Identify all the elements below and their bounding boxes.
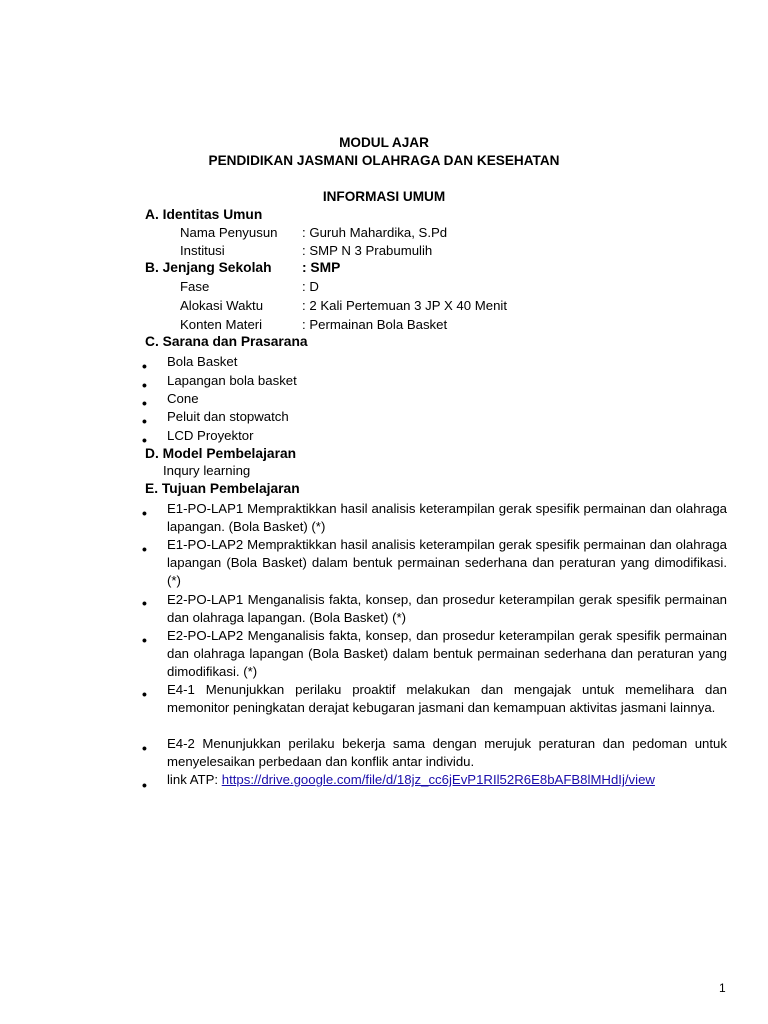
bullet-icon: • [142,777,147,793]
bullet-icon: • [142,395,147,411]
list-item: E1-PO-LAP2 Mempraktikkan hasil analisis keterampilan gerak spesifik permainan dan olahraga lapangan (Bola Basket) dalam bentuk permainan sederhana dan peraturan yang dimodifikasi. (*) [167,537,727,588]
heading-jenjang: B. Jenjang Sekolah [145,260,272,275]
list-item: LCD Proyektor [167,428,254,443]
list-item: Lapangan bola basket [167,373,297,388]
list-item: E4-2 Menunjukkan perilaku bekerja sama dengan merujuk peraturan dan pedoman untuk menyelesaikan perbedaan dan konflik antar individu. [167,736,727,769]
row-value: : 2 Kali Pertemuan 3 JP X 40 Menit [302,298,508,313]
link-label: link ATP: [167,772,222,787]
bullet-icon: • [142,377,147,393]
section-title: INFORMASI UMUM [322,189,446,204]
list-item-link [167,772,727,787]
row-value: : SMP N 3 Prabumulih [302,243,433,258]
list-item: Peluit dan stopwatch [167,409,289,424]
bullet-icon: • [142,413,147,429]
page-number: 1 [719,981,726,995]
row-key: Alokasi Waktu [180,298,264,313]
jenjang-value: : SMP [302,260,341,275]
row-key: Nama Penyusun [180,225,278,240]
bullet-icon: • [142,541,147,557]
list-item: Cone [167,391,199,406]
list-item: E1-PO-LAP1 Mempraktikkan hasil analisis keterampilan gerak spesifik permainan dan olahraga lapangan. (Bola Basket) (*) [167,501,727,534]
bullet-icon: • [142,686,147,702]
bullet-icon: • [142,632,147,648]
heading-tujuan: E. Tujuan Pembelajaran [145,481,300,496]
heading-identitas: A. Identitas Umun [145,207,263,222]
list-item: E2-PO-LAP2 Menganalisis fakta, konsep, dan prosedur keterampilan gerak spesifik permainan dan olahraga lapangan (Bola Basket) dalam bentuk permainan sederhana dan peraturan yang dimodifikasi. (*) [167,628,727,679]
bullet-icon: • [142,505,147,521]
heading-sarana: C. Sarana dan Prasarana [145,334,308,349]
bullet-icon: • [142,595,147,611]
list-item: E2-PO-LAP1 Menganalisis fakta, konsep, dan prosedur keterampilan gerak spesifik permainan dan olahraga lapangan. (Bola Basket) (*) [167,592,727,625]
bullet-icon: • [142,432,147,448]
bullet-icon: • [142,740,147,756]
row-key: Konten Materi [180,317,263,332]
doc-subtitle: PENDIDIKAN JASMANI OLAHRAGA DAN KESEHATAN [208,153,560,168]
bullet-icon: • [142,358,147,374]
list-item: Bola Basket [167,354,238,369]
heading-model: D. Model Pembelajaran [145,446,297,461]
row-value: : Permainan Bola Basket [302,317,448,332]
row-value: : Guruh Mahardika, S.Pd [302,225,448,240]
model-value: Inqury learning [163,463,251,478]
atp-link[interactable]: https://drive.google.com/file/d/18jz_cc6jEvP1RIl52R6E8bAFB8lMHdIj/view [221,772,655,787]
row-value: : D [302,279,319,294]
row-key: Institusi [180,243,225,258]
row-key: Fase [180,279,210,294]
doc-title: MODUL AJAR [339,135,429,150]
list-item: E4-1 Menunjukkan perilaku proaktif melakukan dan mengajak untuk memelihara dan memonitor peningkatan derajat kebugaran jasmani dan kemampuan aktivitas jasmani lainnya. [167,682,727,715]
